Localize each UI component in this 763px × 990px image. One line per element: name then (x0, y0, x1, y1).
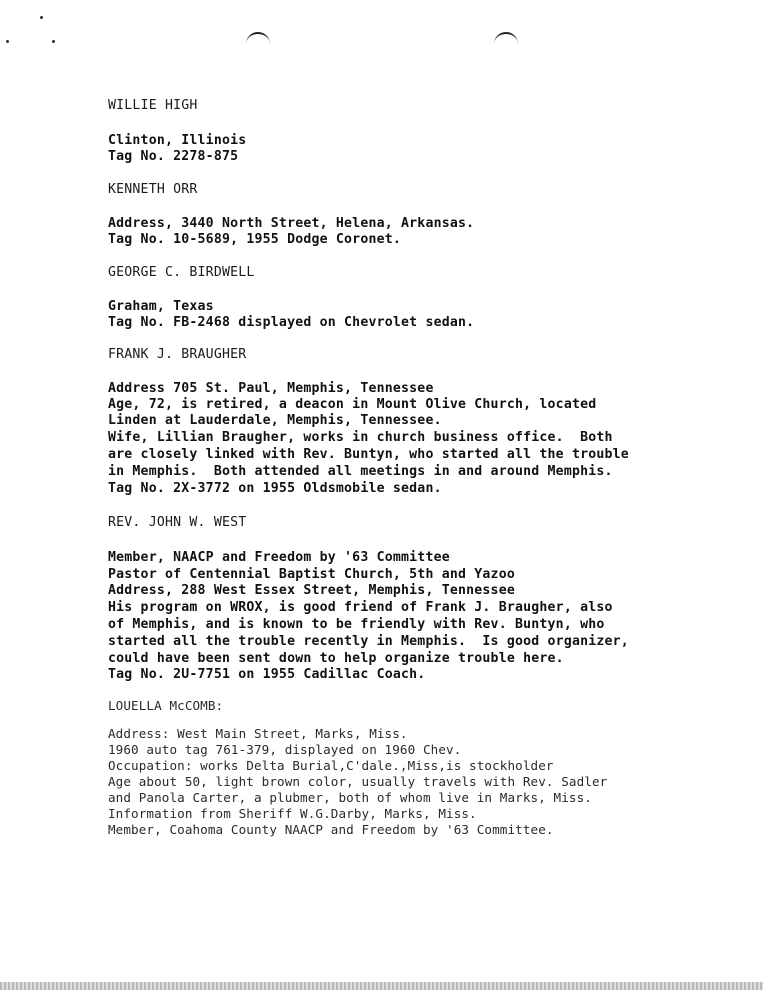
record-line: Tag No. FB-2468 displayed on Chevrolet sedan. (108, 315, 475, 330)
record-line: Address, 3440 North Street, Helena, Arkansas. (108, 216, 475, 231)
punch-hole-left (246, 32, 270, 48)
record-name-kenneth-orr: KENNETH ORR (108, 182, 198, 197)
record-line: could have been sent down to help organize trouble here. (108, 651, 564, 666)
record-line: His program on WROX, is good friend of Frank J. Braugher, also (108, 600, 613, 615)
record-line: Age, 72, is retired, a deacon in Mount Olive Church, located (108, 397, 597, 412)
record-name-frank-braugher: FRANK J. BRAUGHER (108, 347, 247, 362)
record-line: 1960 auto tag 761-379, displayed on 1960 Chev. (108, 742, 462, 757)
record-line: Member, NAACP and Freedom by '63 Committee (108, 550, 450, 565)
record-line: in Memphis. Both attended all meetings in and around Memphis. (108, 464, 613, 479)
record-line: Tag No. 2U-7751 on 1955 Cadillac Coach. (108, 667, 426, 682)
record-line: Clinton, Illinois (108, 133, 247, 148)
record-line: started all the trouble recently in Memphis. Is good organizer, (108, 634, 629, 649)
record-line: Occupation: works Delta Burial,C'dale.,Miss,is stockholder (108, 758, 554, 773)
record-name-john-west: REV. JOHN W. WEST (108, 515, 247, 530)
punch-hole-right (494, 32, 518, 48)
record-line: Tag No. 2X-3772 on 1955 Oldsmobile sedan. (108, 481, 442, 496)
scan-speck (52, 40, 55, 43)
record-line: Tag No. 10-5689, 1955 Dodge Coronet. (108, 232, 402, 247)
record-name-willie-high: WILLIE HIGH (108, 98, 198, 113)
record-line: and Panola Carter, a plubmer, both of whom live in Marks, Miss. (108, 790, 592, 805)
record-line: Linden at Lauderdale, Memphis, Tennessee. (108, 413, 442, 428)
record-line: Address: West Main Street, Marks, Miss. (108, 726, 408, 741)
record-line: Pastor of Centennial Baptist Church, 5th and Yazoo (108, 567, 515, 582)
record-line: Tag No. 2278-875 (108, 149, 239, 164)
record-line: Address, 288 West Essex Street, Memphis, Tennessee (108, 583, 515, 598)
record-line: Age about 50, light brown color, usually travels with Rev. Sadler (108, 774, 608, 789)
record-line: of Memphis, and is known to be friendly with Rev. Buntyn, who (108, 617, 605, 632)
record-name-george-birdwell: GEORGE C. BIRDWELL (108, 265, 255, 280)
record-line: are closely linked with Rev. Buntyn, who started all the trouble (108, 447, 629, 462)
record-line: Member, Coahoma County NAACP and Freedom by '63 Committee. (108, 822, 554, 837)
record-line: Address 705 St. Paul, Memphis, Tennessee (108, 381, 434, 396)
record-name-louella-mccomb: LOUELLA McCOMB: (108, 698, 224, 713)
scan-speck (40, 16, 43, 19)
record-line: Graham, Texas (108, 299, 214, 314)
scan-speck (6, 40, 9, 43)
record-line: Information from Sheriff W.G.Darby, Marks, Miss. (108, 806, 477, 821)
scan-bottom-edge (0, 982, 763, 990)
record-line: Wife, Lillian Braugher, works in church business office. Both (108, 430, 613, 445)
